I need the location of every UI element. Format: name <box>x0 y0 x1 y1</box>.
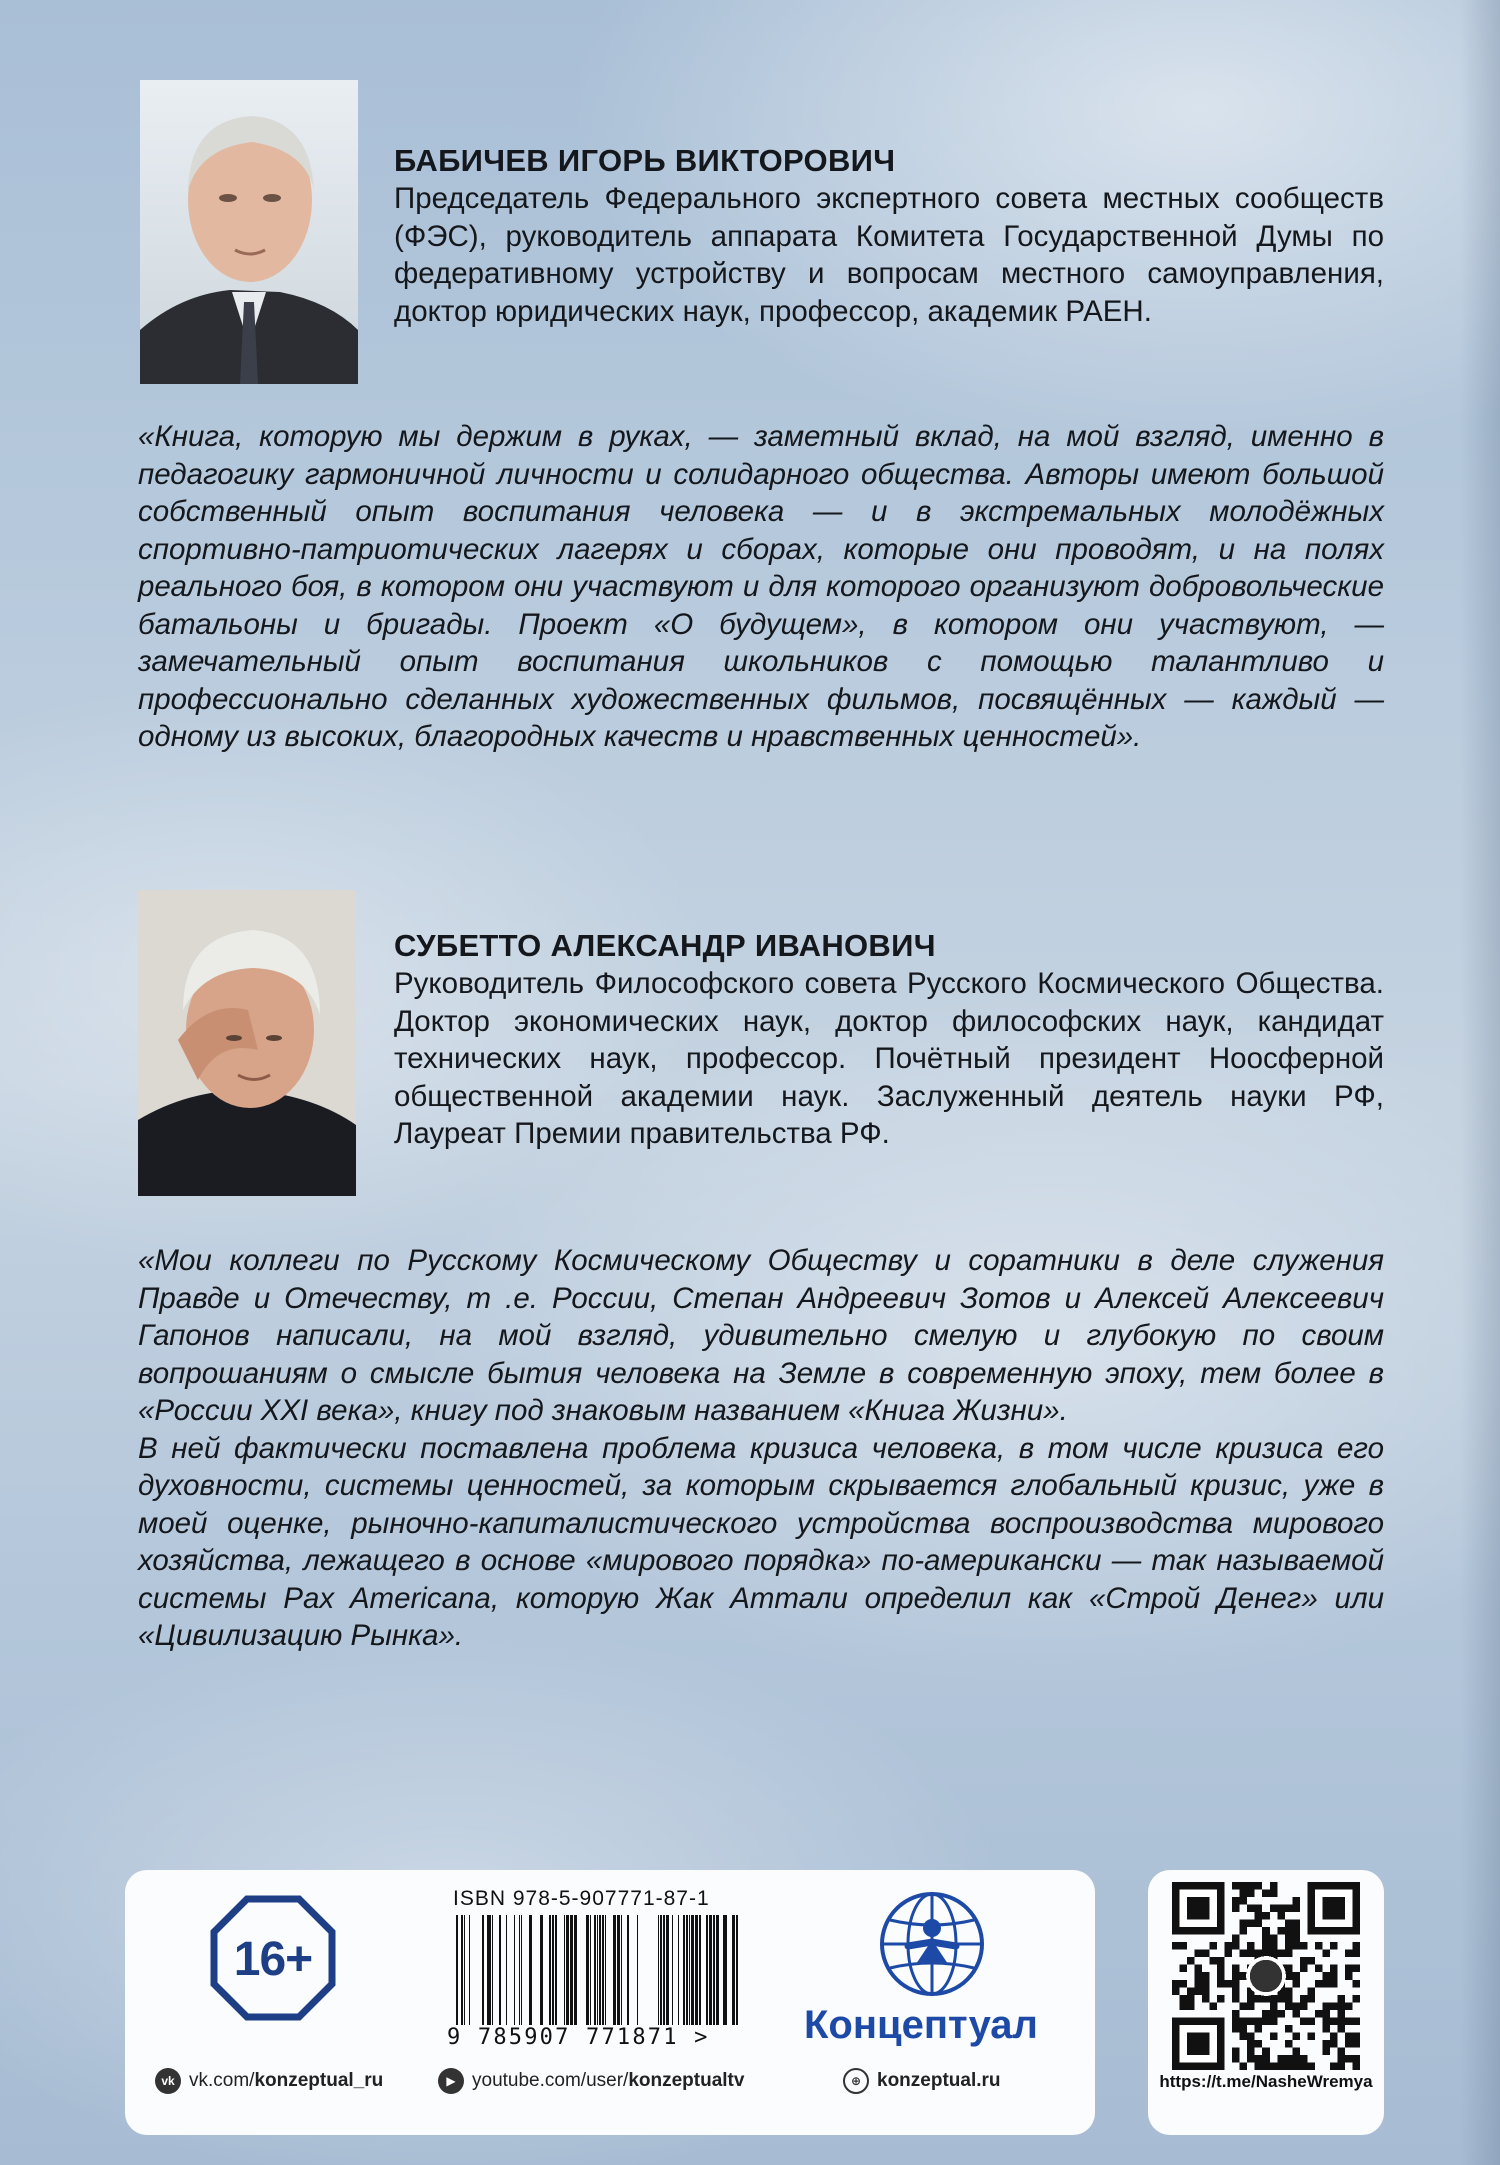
quote-paragraph-2: В ней фактически поставлена проблема кризиса человека, в том числе кризиса его духовности, системы ценностей, за которым скрывается глобальный кризис, уже в моей оценке, рыночно-капиталистического устройства воспроизводства мирового хозяйства, лежащего в основе «мирового порядка» по-американски — так называемой системы Pax Americana, которую Жак Аттали определил как «Строй Денег» или «Цивилизацию Рынка». <box>138 1431 1384 1652</box>
barcode-digits: 9 785907 771871 > <box>447 2025 710 2050</box>
spine-shadow <box>1460 0 1500 2165</box>
person-name-1: БАБИЧЕВ ИГОРЬ ВИКТОРОВИЧ <box>394 143 896 178</box>
portrait-photo-2 <box>138 890 356 1196</box>
portrait-photo-1 <box>140 80 358 384</box>
website-link[interactable] <box>843 2068 1001 2094</box>
person-bio-2: Руководитель Философского совета Русского Космического Общества. Доктор экономических наук, доктор философских наук, кандидат технических наук, профессор. Почётный президент Ноосферной общественной академии наук. Заслуженный деятель науки РФ, Лауреат Премии правительства РФ. <box>394 967 1384 1150</box>
barcode-icon <box>452 1915 742 2025</box>
age-rating-label: 16+ <box>233 1933 313 1986</box>
vk-link-handle: konzeptual_ru <box>254 2070 384 2091</box>
qr-url: https://t.me/NasheWremya <box>1159 2072 1373 2091</box>
person-name-2: СУБЕТТО АЛЕКСАНДР ИВАНОВИЧ <box>394 928 936 963</box>
youtube-link-handle: konzeptualtv <box>628 2070 745 2091</box>
vk-link[interactable] <box>155 2068 383 2094</box>
quote-paragraph-1: «Мои коллеги по Русскому Космическому Обществу и соратники в деле служения Правде и Отечеству, т .е. России, Степан Андреевич Зотов и Алексей Алексеевич Гапонов написали, на мой взгляд, удивительно смелую и глубокую по своим вопрошаниям о смысле бытия человека на Земле в современную эпоху, тем более в «России XXI века», книгу под знаковым названием «Книга Жизни». <box>138 1244 1384 1427</box>
website-link-text: konzeptual.ru <box>877 2070 1001 2091</box>
publisher-name: Концептуал <box>804 2003 1038 2047</box>
qr-code[interactable] <box>1172 1882 1360 2070</box>
vk-link-prefix: vk.com/ <box>189 2070 255 2091</box>
publisher-globe-icon <box>878 1890 986 1998</box>
globe-icon: ⊕ <box>843 2068 869 2094</box>
isbn-label: ISBN 978-5-907771-87-1 <box>453 1887 710 1910</box>
person-quote-2 <box>138 1242 1384 1655</box>
youtube-link-prefix: youtube.com/user/ <box>472 2070 629 2091</box>
person-quote-1: «Книга, которую мы держим в руках, — заметный вклад, на мой взгляд, именно в педагогику гармоничной личности и солидарного общества. Авторы имеют большой собственный опыт воспитания человека — и в экстремальных молодёжных спортивно-патриотических лагерях и сборах, которые они проводят, и на полях реального боя, в котором они участвуют и для которого организуют добровольческие батальоны и бригады. Проект «О будущем», в котором они участвуют, — замечательный опыт воспитания школьников с помощью талантливо и профессионально сделанных художественных фильмов, посвящённых — каждый — одному из высоких, благородных качеств и нравственных ценностей». <box>138 420 1384 753</box>
person-bio-1: Председатель Федерального экспертного совета местных сообществ (ФЭС), руководитель аппарата Комитета Государственной Думы по федеративному устройству и вопросам местного самоуправления, доктор юридических наук, профессор, академик РАЕН. <box>394 182 1384 328</box>
youtube-link[interactable] <box>438 2068 744 2094</box>
youtube-icon: ▶ <box>438 2068 464 2094</box>
vk-icon: vk <box>155 2068 181 2094</box>
